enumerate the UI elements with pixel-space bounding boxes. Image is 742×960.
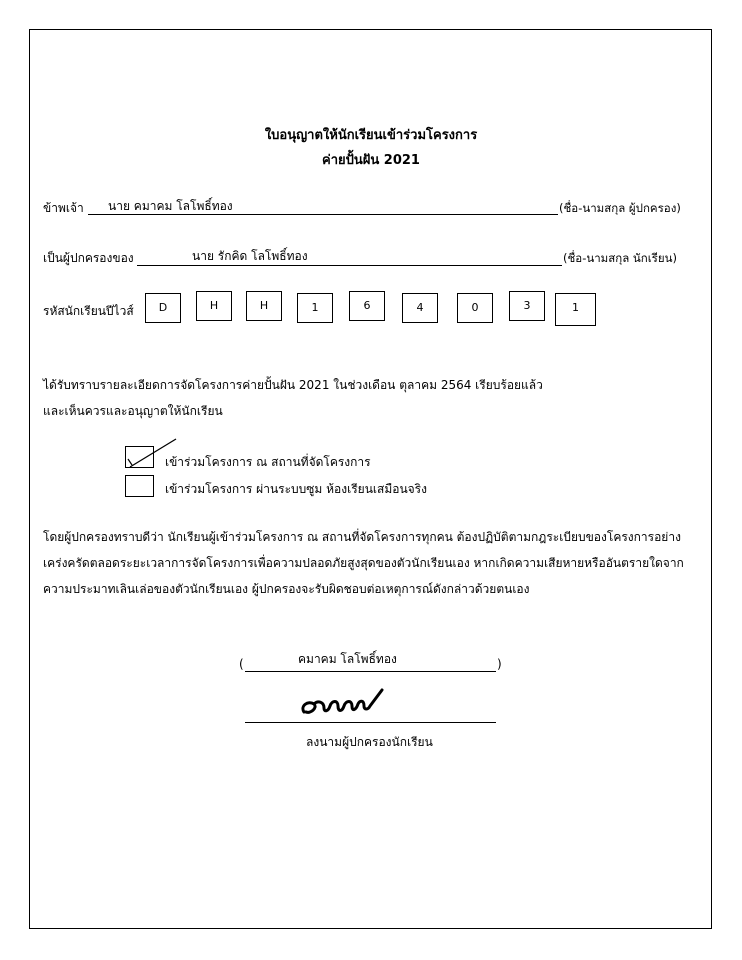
signature-open-paren: ( [239, 657, 244, 671]
student-name-hint: (ชื่อ-นามสกุล นักเรียน) [563, 251, 677, 265]
student-name-value: นาย รักคิด โลโพธิ์ทอง [192, 249, 308, 263]
student-id-box: 4 [402, 293, 438, 323]
signature-line [245, 722, 496, 723]
parent-name-line [88, 214, 558, 215]
acknowledgement-line-2: และเห็นควรและอนุญาตให้นักเรียน [43, 404, 223, 418]
parent-name-hint: (ชื่อ-นามสกุล ผู้ปกครอง) [559, 201, 681, 215]
signature-label: ลงนามผู้ปกครองนักเรียน [306, 735, 433, 749]
student-id-box: 6 [349, 291, 385, 321]
student-label: เป็นผู้ปกครองของ [43, 251, 134, 265]
student-id-box: 1 [297, 293, 333, 323]
option-onsite-checkbox[interactable] [125, 446, 154, 468]
student-id-box: H [246, 291, 282, 321]
parent-label: ข้าพเจ้า [43, 201, 84, 215]
parent-name-value: นาย คมาคม โลโพธิ์ทอง [108, 199, 233, 213]
option-zoom-checkbox[interactable] [125, 475, 154, 497]
student-id-box: 1 [555, 293, 596, 326]
document-subtitle: ค่ายปั้นฝัน 2021 [322, 153, 420, 168]
student-id-box: H [196, 291, 232, 321]
handwritten-signature-icon [298, 688, 394, 720]
printed-name: คมาคม โลโพธิ์ทอง [298, 652, 397, 666]
student-id-box: 0 [457, 293, 493, 323]
terms-line-3: ความประมาทเลินเล่อของตัวนักเรียนเอง ผู้ปกครองจะรับผิดชอบต่อเหตุการณ์ดังกล่าวด้วยตนเอง [43, 582, 530, 596]
option-zoom-label: เข้าร่วมโครงการ ผ่านระบบซูม ห้องเรียนเสมือนจริง [165, 482, 427, 496]
option-onsite-label: เข้าร่วมโครงการ ณ สถานที่จัดโครงการ [165, 455, 371, 469]
acknowledgement-line-1: ได้รับทราบรายละเอียดการจัดโครงการค่ายปั้นฝัน 2021 ในช่วงเดือน ตุลาคม 2564 เรียบร้อยแล้ว [43, 378, 543, 392]
student-name-line [137, 265, 562, 266]
terms-line-2: เคร่งครัดตลอดระยะเวลาการจัดโครงการเพื่อความปลอดภัยสูงสุดของตัวนักเรียนเอง หากเกิดความเสียหายหรืออันตรายใดจาก [43, 556, 684, 570]
printed-name-line [245, 671, 496, 672]
student-id-box: 3 [509, 291, 545, 321]
signature-close-paren: ) [497, 657, 502, 671]
terms-line-1: โดยผู้ปกครองทราบดีว่า นักเรียนผู้เข้าร่วมโครงการ ณ สถานที่จัดโครงการทุกคน ต้องปฏิบัติตามกฎระเบียบของโครงการอย่าง [43, 530, 681, 544]
student-id-box: D [145, 293, 181, 323]
document-title: ใบอนุญาตให้นักเรียนเข้าร่วมโครงการ [264, 128, 478, 143]
student-id-label: รหัสนักเรียนปีไวส์ [43, 304, 134, 318]
